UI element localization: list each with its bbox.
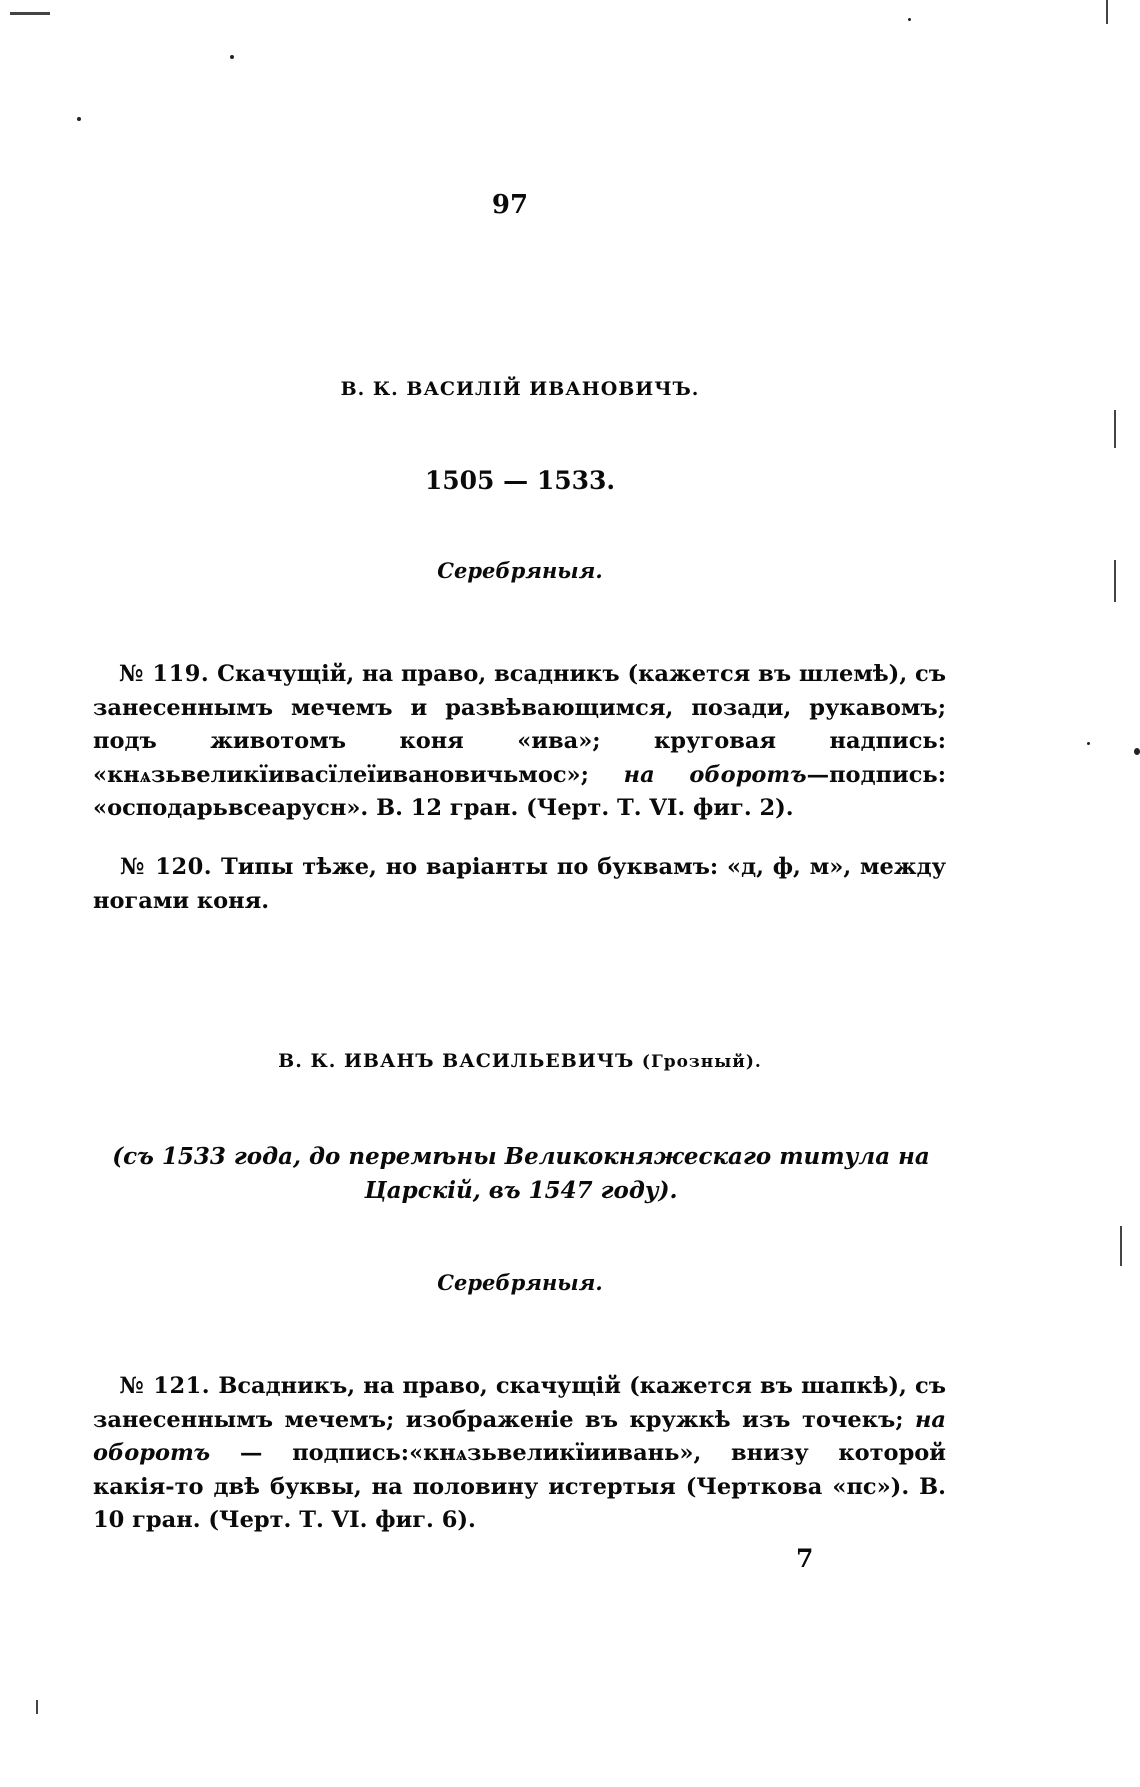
signature-mark: 7 bbox=[796, 1544, 814, 1573]
ruler-epithet: (Грозный). bbox=[641, 1052, 762, 1072]
catalog-entry-120 bbox=[93, 851, 946, 918]
entry-text: — подпись:«кнѧзьвеликїиивань», внизу которой какія-то двѣ буквы, на половину истертыя (Черткова «пс»). В. 10 гран. (Черт. Т. VI. фиг. 6). bbox=[93, 1440, 946, 1533]
scan-speck bbox=[908, 18, 911, 21]
scan-edge-mark bbox=[1114, 560, 1116, 602]
ruler-name: В. К. ИВАНЪ ВАСИЛЬЕВИЧЪ bbox=[278, 1050, 635, 1072]
obverse-label: на оборотъ bbox=[93, 1406, 946, 1466]
entry-number: № 119. bbox=[119, 661, 210, 687]
scan-speck bbox=[230, 55, 234, 59]
page-number: 97 bbox=[491, 190, 529, 220]
scan-edge-mark bbox=[10, 12, 50, 15]
metal-subheading: Серебряныя. bbox=[437, 1270, 603, 1295]
scan-edge-mark bbox=[1106, 0, 1108, 24]
scan-speck bbox=[77, 117, 81, 121]
scan-edge-mark bbox=[36, 1700, 38, 1714]
entry-text: Типы тѣже, но варіанты по буквамъ: «д, ф, м», между ногами коня. bbox=[93, 854, 946, 914]
entry-text: —подпись: «осподарьвсеарусн». В. 12 гран. (Черт. Т. VI. фиг. 2). bbox=[93, 761, 946, 821]
entry-number: № 121. bbox=[119, 1373, 211, 1399]
obverse-label: на оборотъ bbox=[623, 761, 807, 788]
entry-text: Всадникъ, на право, скачущій (кажется въ шапкѣ), съ занесеннымъ мечемъ; изображеніе въ кружкѣ изъ точекъ; bbox=[93, 1373, 947, 1433]
entry-number: № 120. bbox=[119, 854, 213, 880]
reign-years: 1505 — 1533. bbox=[424, 466, 616, 495]
catalog-entry-121 bbox=[93, 1370, 946, 1538]
section-heading-vasily: В. К. ВАСИЛІЙ ИВАНОВИЧЪ. bbox=[340, 378, 700, 400]
scan-speck bbox=[1087, 742, 1090, 745]
reign-period-note: (съ 1533 года, до перемѣны Великокняжескаго титула на Царскій, въ 1547 году). bbox=[112, 1143, 930, 1204]
catalog-entry-119 bbox=[93, 658, 946, 826]
entry-text: Скачущій, на право, всадникъ (кажется въ шлемѣ), съ занесеннымъ мечемъ и развѣвающимся, позади, рукавомъ; подъ животомъ коня «ива»; круговая надпись: «кнѧзьвеликїивасїлеїивановичьмос»; bbox=[93, 661, 947, 788]
scan-speck bbox=[1134, 748, 1140, 755]
section-heading-ivan bbox=[100, 1050, 940, 1072]
scan-edge-mark bbox=[1120, 1226, 1122, 1266]
metal-subheading: Серебряныя. bbox=[437, 558, 603, 583]
scan-edge-mark bbox=[1114, 410, 1116, 448]
